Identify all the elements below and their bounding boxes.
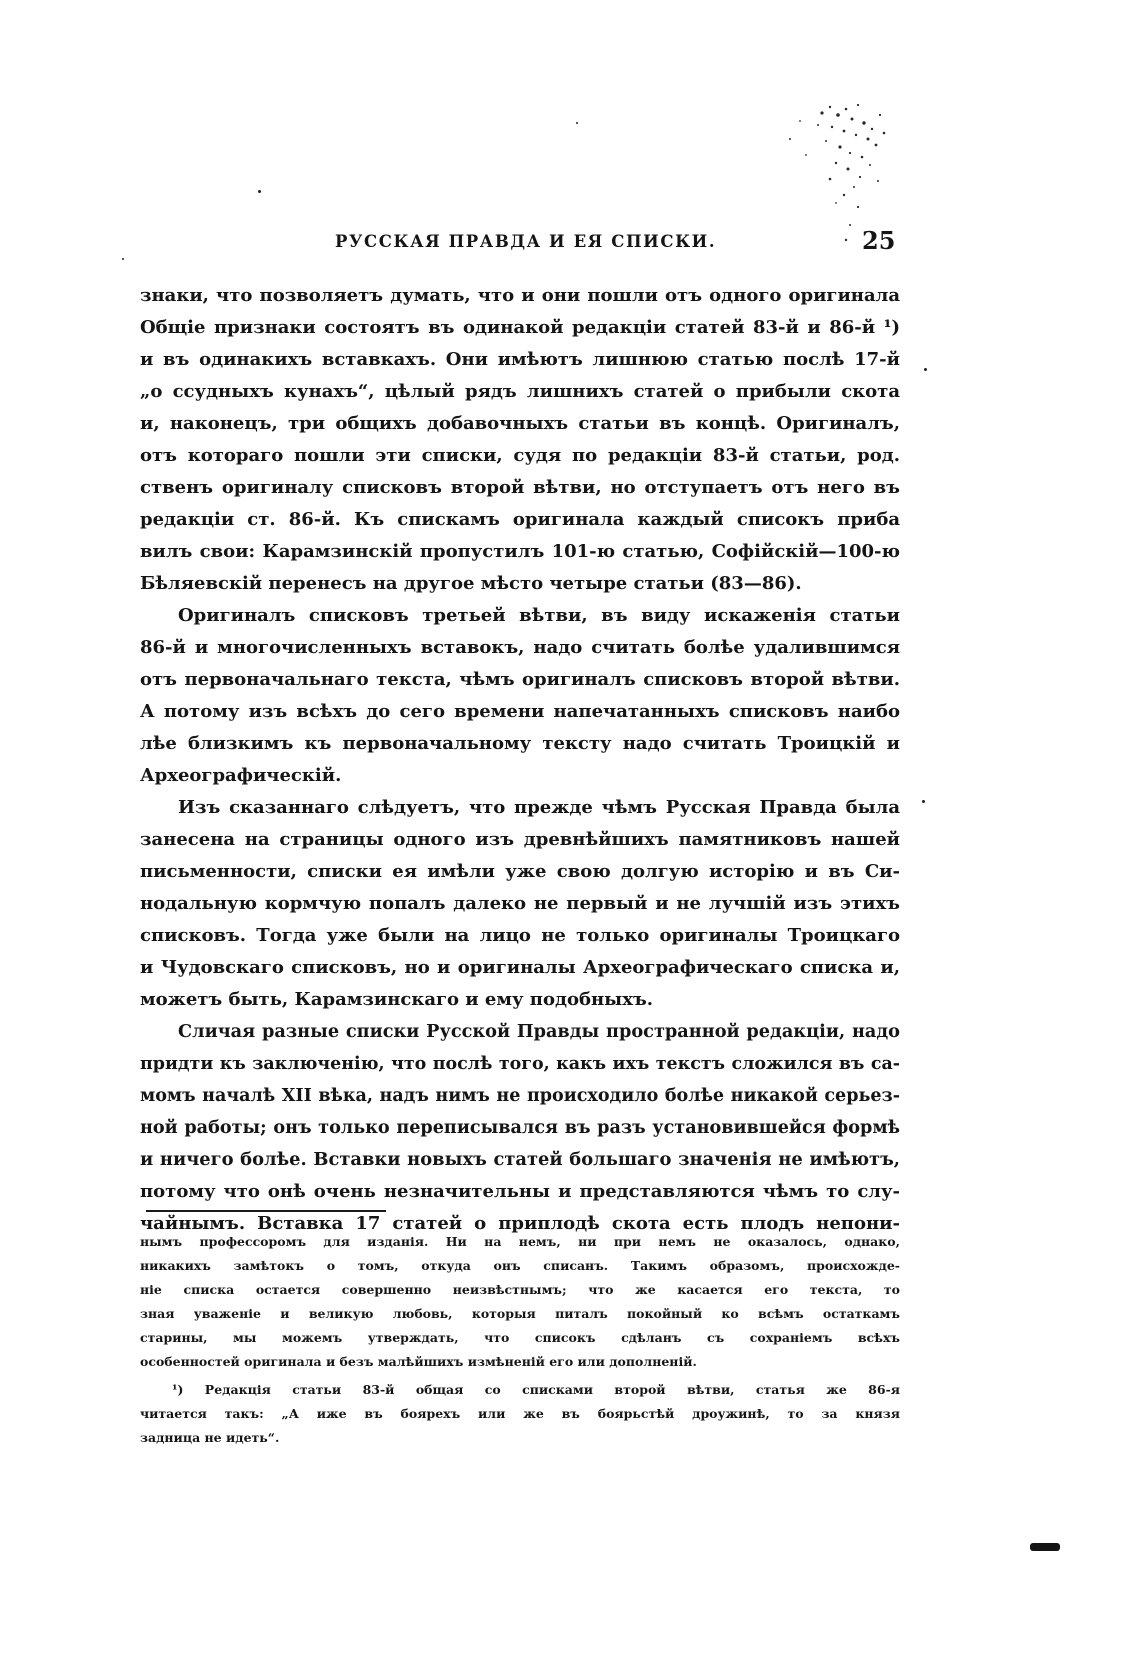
footnote-line: особенностей оригинала и безъ малѣйшихъ измѣненій его или дополненій. bbox=[140, 1354, 697, 1369]
footnote-rule bbox=[146, 1210, 386, 1212]
text-line: списковъ. Тогда уже были на лицо не только оригиналы Троицкаго bbox=[140, 925, 900, 946]
margin-dash-mark bbox=[1030, 1543, 1060, 1551]
ink-speck bbox=[922, 800, 925, 803]
text-line: письменности, списки ея имѣли уже свою долгую исторію и въ Си- bbox=[140, 861, 900, 882]
text-line: Археографическій. bbox=[140, 765, 342, 786]
text-line: отъ первоначальнаго текста, чѣмъ оригиналъ списковъ второй вѣтви. bbox=[140, 669, 900, 690]
text-line: 86-й и многочисленныхъ вставокъ, надо считать болѣе удалившимся bbox=[140, 637, 900, 658]
text-line: „о ссудныхъ кунахъ“, цѣлый рядъ лишнихъ статей о прибыли скота bbox=[140, 381, 900, 402]
text-line: лѣе близкимъ къ первоначальному тексту надо считать Троицкій и bbox=[140, 733, 900, 754]
text-line: и, наконецъ, три общихъ добавочныхъ статьи въ концѣ. Оригиналъ, bbox=[140, 413, 900, 434]
footnote-line: ¹) Редакція статьи 83-й общая со списками второй вѣтви, статья же 86-я bbox=[172, 1382, 900, 1397]
text-line: придти къ заключенію, что послѣ того, какъ ихъ текстъ сложился въ са- bbox=[140, 1054, 900, 1074]
footnote-line: никакихъ замѣтокъ о томъ, откуда онъ списанъ. Такимъ образомъ, происхожде- bbox=[140, 1258, 900, 1273]
running-head-title: РУССКАЯ ПРАВДА И ЕЯ СПИСКИ. bbox=[335, 232, 717, 251]
text-line: и въ одинакихъ вставкахъ. Они имѣютъ лишнюю статью послѣ 17-й bbox=[140, 349, 900, 370]
footnote-line: нымъ профессоромъ для изданія. Ни на немъ, ни при немъ не оказалось, однако, bbox=[140, 1234, 900, 1249]
text-line: момъ началѣ XII вѣка, надъ нимъ не происходило болѣе никакой серьез- bbox=[140, 1086, 900, 1106]
text-line: потому что онѣ очень незначительны и представляются чѣмъ то слу- bbox=[140, 1181, 900, 1202]
text-line: занесена на страницы одного изъ древнѣйшихъ памятниковъ нашей bbox=[140, 829, 900, 850]
ink-speck bbox=[576, 122, 578, 124]
footnote-line: читается такъ: „А иже въ боярехъ или же въ боярьстѣй дроужинѣ, то за князя bbox=[140, 1406, 900, 1421]
text-line: ственъ оригиналу списковъ второй вѣтви, но отступаетъ отъ него въ bbox=[140, 477, 900, 498]
footnote-line: ніе списка остается совершенно неизвѣстнымъ; что же касается его текста, то bbox=[140, 1282, 900, 1297]
text-line: отъ котораго пошли эти списки, судя по редакціи 83-й статьи, род. bbox=[140, 445, 900, 466]
footnote-line: задница не идеть“. bbox=[140, 1430, 280, 1445]
text-line: можетъ быть, Карамзинскаго и ему подобныхъ. bbox=[140, 989, 654, 1010]
text-line: и ничего болѣе. Вставки новыхъ статей большаго значенія не имѣютъ, bbox=[140, 1149, 900, 1170]
text-line: А потому изъ всѣхъ до сего времени напечатанныхъ списковъ наибо bbox=[140, 701, 900, 722]
footnote-line: зная уваженіе и великую любовь, которыя питалъ покойный ко всѣмъ остаткамъ bbox=[140, 1306, 900, 1321]
text-line: Сличая разные списки Русской Правды пространной редакціи, надо bbox=[178, 1021, 900, 1042]
text-line: чайнымъ. Вставка 17 статей о приплодѣ скота есть плодъ непони- bbox=[140, 1213, 900, 1234]
text-line: Оригиналъ списковъ третьей вѣтви, въ виду искаженія статьи bbox=[178, 605, 900, 626]
text-line: редакціи ст. 86-й. Къ спискамъ оригинала каждый списокъ приба bbox=[140, 509, 900, 530]
text-line: Бѣляевскій перенесъ на другое мѣсто четыре статьи (83—86). bbox=[140, 573, 802, 594]
text-line: ной работы; онъ только переписывался въ разъ установившейся формѣ bbox=[140, 1117, 900, 1138]
page-number: 25 bbox=[862, 226, 896, 255]
main-text bbox=[140, 280, 900, 1240]
text-line: и Чудовскаго списковъ, но и оригиналы Археографическаго списка и, bbox=[140, 957, 900, 978]
ink-speck bbox=[924, 368, 927, 371]
text-line: вилъ свои: Карамзинскій пропустилъ 101-ю статью, Софійскій—100-ю bbox=[140, 541, 900, 562]
footnote-line: старины, мы можемъ утверждать, что списокъ сдѣланъ съ сохраніемъ всѣхъ bbox=[140, 1330, 900, 1345]
text-line: знаки, что позволяетъ думать, что и они пошли отъ одного оригинала bbox=[140, 285, 900, 306]
ink-speck bbox=[122, 258, 124, 260]
running-head bbox=[140, 226, 900, 266]
text-line: нодальную кормчую попалъ далеко не первый и не лучшій изъ этихъ bbox=[140, 893, 900, 914]
text-line: Изъ сказаннаго слѣдуетъ, что прежде чѣмъ Русская Правда была bbox=[178, 797, 900, 818]
footnotes bbox=[140, 1230, 900, 1450]
text-line: Общіе признаки состоятъ въ одинакой редакціи статей 83-й и 86-й ¹) bbox=[140, 317, 900, 338]
ink-speck bbox=[258, 190, 261, 193]
